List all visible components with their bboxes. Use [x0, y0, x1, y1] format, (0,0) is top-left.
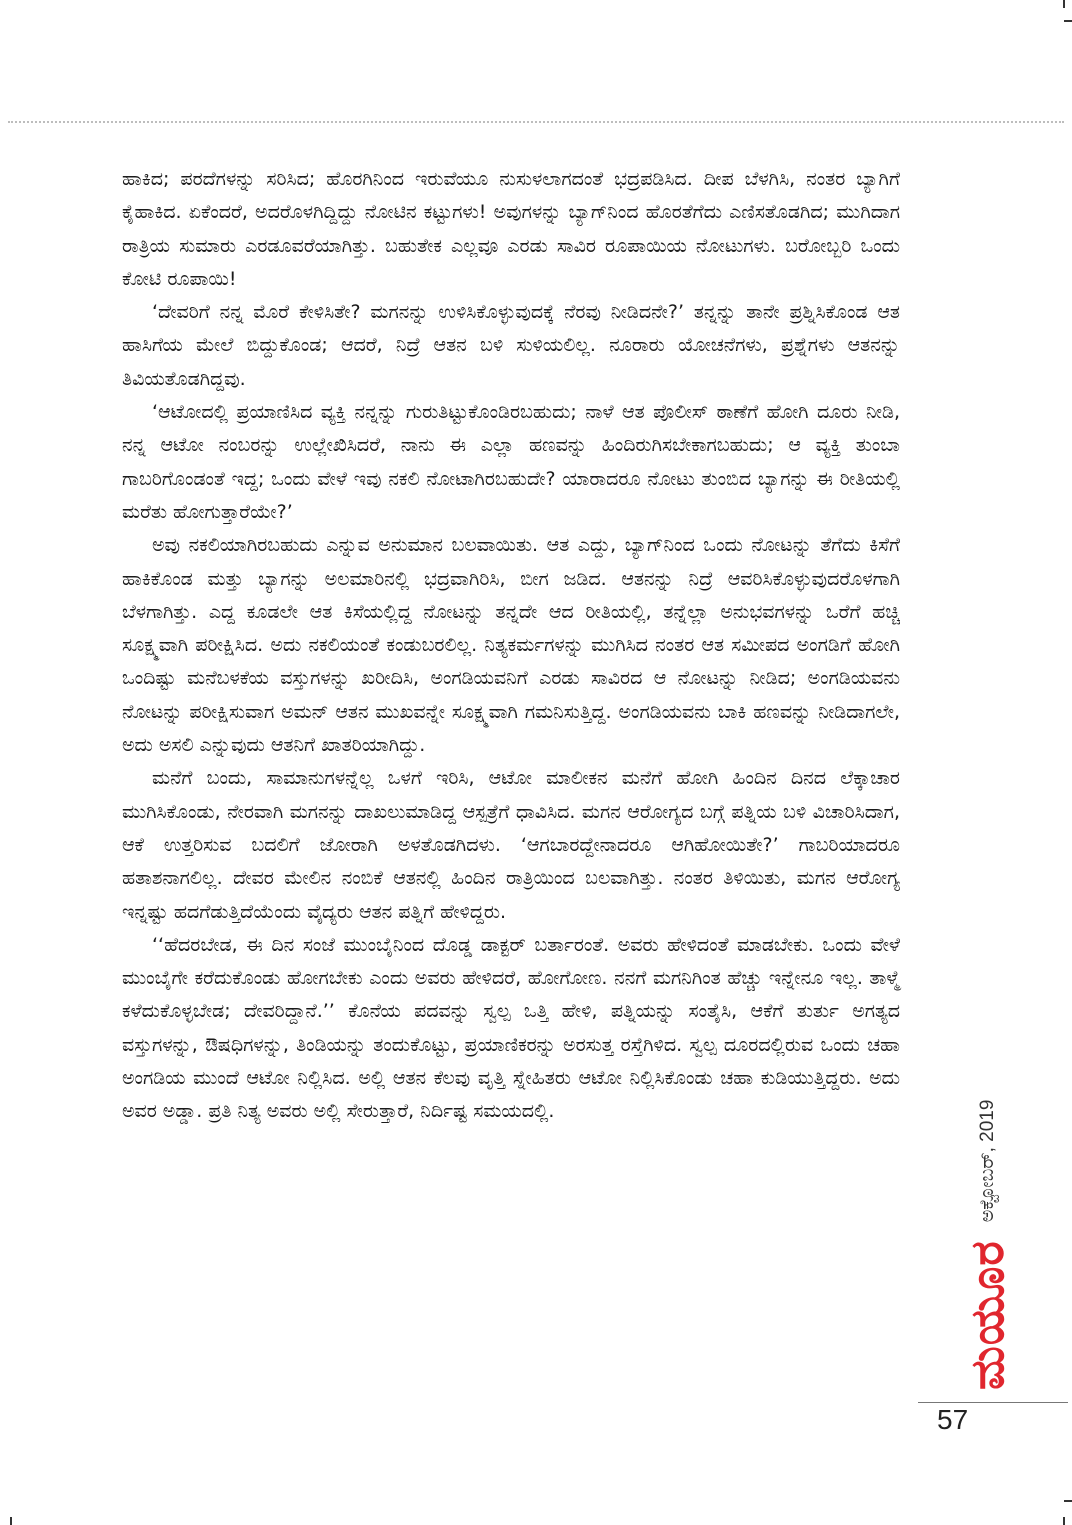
paragraph: ಅವು ನಕಲಿಯಾಗಿರಬಹುದು ಎನ್ನುವ ಅನುಮಾನ ಬಲವಾಯಿತು. ಆತ ಎದ್ದು, ಬ್ಯಾಗ್‌ನಿಂದ ಒಂದು ನೋಟನ್ನು ತೆಗೆದು ಕಿಸೆಗೆ ಹಾಕಿಕೊಂಡ ಮತ್ತು ಬ್ಯಾಗನ್ನು ಅಲಮಾರಿನಲ್ಲಿ ಭದ್ರವಾಗಿರಿಸಿ, ಬೀಗ ಜಡಿದ. ಆತನನ್ನು ನಿದ್ರೆ ಆವರಿಸಿಕೊಳ್ಳುವುದರೊಳಗಾಗಿ ಬೆಳಗಾಗಿತ್ತು. ಎದ್ದ ಕೂಡಲೇ ಆತ ಕಿಸೆಯಲ್ಲಿದ್ದ ನೋಟನ್ನು ತನ್ನದೇ ಆದ ರೀತಿಯಲ್ಲಿ, ತನ್ನೆಲ್ಲಾ ಅನುಭವಗಳನ್ನು ಒರೆಗೆ ಹಚ್ಚಿ ಸೂಕ್ಷ್ಮವಾಗಿ ಪರೀಕ್ಷಿಸಿದ. ಅದು ನಕಲಿಯಂತೆ ಕಂಡುಬರಲಿಲ್ಲ. ನಿತ್ಯಕರ್ಮಗಳನ್ನು ಮುಗಿಸಿದ ನಂತರ ಆತ ಸಮೀಪದ ಅಂಗಡಿಗೆ ಹೋಗಿ ಒಂದಿಷ್ಟು ಮನೆಬಳಕೆಯ ವಸ್ತುಗಳನ್ನು ಖರೀದಿಸಿ, ಅಂಗಡಿಯವನಿಗೆ ಎರಡು ಸಾವಿರದ ಆ ನೋಟನ್ನು ನೀಡಿದ; ಅಂಗಡಿಯವನು ನೋಟನ್ನು ಪರೀಕ್ಷಿಸುವಾಗ ಅಮನ್ ಆತನ ಮುಖವನ್ನೇ ಸೂಕ್ಷ್ಮವಾಗಿ ಗಮನಿಸುತ್ತಿದ್ದ. ಅಂಗಡಿಯವನು ಬಾಕಿ ಹಣವನ್ನು ನೀಡಿದಾಗಲೇ, ಅದು ಅಸಲಿ ಎನ್ನುವುದು ಆತನಿಗೆ ಖಾತರಿಯಾಗಿದ್ದು. [122, 534, 900, 757]
paragraph: ‘ದೇವರಿಗೆ ನನ್ನ ಮೊರೆ ಕೇಳಿಸಿತೇ? ಮಗನನ್ನು ಉಳಿಸಿಕೊಳ್ಳುವುದಕ್ಕೆ ನೆರವು ನೀಡಿದನೇ?’ ತನ್ನನ್ನು ತಾನೇ ಪ್ರಶ್ನಿಸಿಕೊಂಡ ಆತ ಹಾಸಿಗೆಯ ಮೇಲೆ ಬಿದ್ದುಕೊಂಡ; ಆದರೆ, ನಿದ್ರೆ ಆತನ ಬಳಿ ಸುಳಿಯಲಿಲ್ಲ. ನೂರಾರು ಯೋಚನೆಗಳು, ಪ್ರಶ್ನೆಗಳು ಆತನನ್ನು ತಿವಿಯತೊಡಗಿದ್ದವು. [122, 301, 900, 390]
crop-mark-bottom-right-v [1063, 1517, 1065, 1525]
issue-date: ಅಕ್ಟೋಬರ್, 2019 [977, 1099, 998, 1223]
crop-mark-top-right-v [1063, 0, 1065, 8]
crop-mark-bottom-left [10, 1517, 12, 1525]
page-number-rule [918, 1402, 1068, 1403]
paragraph: ‘‘ಹೆದರಬೇಡ, ಈ ದಿನ ಸಂಜೆ ಮುಂಬೈನಿಂದ ದೊಡ್ಡ ಡಾಕ್ಟರ್ ಬರ್ತಾರಂತೆ. ಅವರು ಹೇಳಿದಂತೆ ಮಾಡಬೇಕು. ಒಂದು ವೇಳೆ ಮುಂಬೈಗೇ ಕರೆದುಕೊಂಡು ಹೋಗಬೇಕು ಎಂದು ಅವರು ಹೇಳಿದರೆ, ಹೋಗೋಣ. ನನಗೆ ಮಗನಿಗಿಂತ ಹೆಚ್ಚು ಇನ್ನೇನೂ ಇಲ್ಲ. ತಾಳ್ಮೆ ಕಳೆದುಕೊಳ್ಳಬೇಡ; ದೇವರಿದ್ದಾನೆ.’’ ಕೊನೆಯ ಪದವನ್ನು ಸ್ವಲ್ಪ ಒತ್ತಿ ಹೇಳಿ, ಪತ್ನಿಯನ್ನು ಸಂತೈಸಿ, ಆಕೆಗೆ ತುರ್ತು ಅಗತ್ಯದ ವಸ್ತುಗಳನ್ನು, ಔಷಧಿಗಳನ್ನು, ತಿಂಡಿಯನ್ನು ತಂದುಕೊಟ್ಟು, ಪ್ರಯಾಣಿಕರನ್ನು ಅರಸುತ್ತ ರಸ್ತೆಗಿಳಿದ. ಸ್ವಲ್ಪ ದೂರದಲ್ಲಿರುವ ಒಂದು ಚಹಾ ಅಂಗಡಿಯ ಮುಂದೆ ಆಟೋ ನಿಲ್ಲಿಸಿದ. ಅಲ್ಲಿ ಆತನ ಕೆಲವು ವೃತ್ತಿ ಸ್ನೇಹಿತರು ಆಟೋ ನಿಲ್ಲಿಸಿಕೊಂಡು ಚಹಾ ಕುಡಿಯುತ್ತಿದ್ದರು. ಅದು ಅವರ ಅಡ್ಡಾ. ಪ್ರತಿ ನಿತ್ಯ ಅವರು ಅಲ್ಲಿ ಸೇರುತ್ತಾರೆ, ನಿರ್ದಿಷ್ಟ ಸಮಯದಲ್ಲಿ. [122, 933, 900, 1123]
article-body [122, 163, 900, 1129]
magazine-logo: ಮಯೂರ [960, 1240, 1014, 1390]
crop-mark-top-right-h [1064, 20, 1072, 22]
header-dotted-rule [8, 121, 1064, 123]
crop-mark-bottom-right-h [1064, 1500, 1072, 1502]
paragraph: ‘ಆಟೋದಲ್ಲಿ ಪ್ರಯಾಣಿಸಿದ ವ್ಯಕ್ತಿ ನನ್ನನ್ನು ಗುರುತಿಟ್ಟುಕೊಂಡಿರಬಹುದು; ನಾಳೆ ಆತ ಪೊಲೀಸ್ ಠಾಣೆಗೆ ಹೋಗಿ ದೂರು ನೀಡಿ, ನನ್ನ ಆಟೋ ನಂಬರನ್ನು ಉಲ್ಲೇಖಿಸಿದರೆ, ನಾನು ಈ ಎಲ್ಲಾ ಹಣವನ್ನು ಹಿಂದಿರುಗಿಸಬೇಕಾಗಬಹುದು; ಆ ವ್ಯಕ್ತಿ ತುಂಬಾ ಗಾಬರಿಗೊಂಡಂತೆ ಇದ್ದ; ಒಂದು ವೇಳೆ ಇವು ನಕಲಿ ನೋಟಾಗಿರಬಹುದೇ? ಯಾರಾದರೂ ನೋಟು ತುಂಬಿದ ಬ್ಯಾಗನ್ನು ಈ ರೀತಿಯಲ್ಲಿ ಮರೆತು ಹೋಗುತ್ತಾರೆಯೇ?’ [122, 401, 900, 523]
paragraph: ಹಾಕಿದ; ಪರದೆಗಳನ್ನು ಸರಿಸಿದ; ಹೊರಗಿನಿಂದ ಇರುವೆಯೂ ನುಸುಳಲಾಗದಂತೆ ಭದ್ರಪಡಿಸಿದ. ದೀಪ ಬೆಳಗಿಸಿ, ನಂತರ ಬ್ಯಾಗಿಗೆ ಕೈಹಾಕಿದ. ಏಕೆಂದರೆ, ಅದರೊಳಗಿದ್ದಿದ್ದು ನೋಟಿನ ಕಟ್ಟುಗಳು! ಅವುಗಳನ್ನು ಬ್ಯಾಗ್‌ನಿಂದ ಹೊರತೆಗೆದು ಎಣಿಸತೊಡಗಿದ; ಮುಗಿದಾಗ ರಾತ್ರಿಯ ಸುಮಾರು ಎರಡೂವರೆಯಾಗಿತ್ತು. ಬಹುತೇಕ ಎಲ್ಲವೂ ಎರಡು ಸಾವಿರ ರೂಪಾಯಿಯ ನೋಟುಗಳು. ಬರೋಬ್ಬರಿ ಒಂದು ಕೋಟಿ ರೂಪಾಯಿ! [122, 168, 900, 290]
page-number: 57 [937, 1404, 969, 1435]
magazine-sidebar [960, 1100, 1016, 1390]
paragraph: ಮನೆಗೆ ಬಂದು, ಸಾಮಾನುಗಳನ್ನೆಲ್ಲ ಒಳಗೆ ಇರಿಸಿ, ಆಟೋ ಮಾಲೀಕನ ಮನೆಗೆ ಹೋಗಿ ಹಿಂದಿನ ದಿನದ ಲೆಕ್ಕಾಚಾರ ಮುಗಿಸಿಕೊಂಡು, ನೇರವಾಗಿ ಮಗನನ್ನು ದಾಖಲುಮಾಡಿದ್ದ ಆಸ್ಪತ್ರೆಗೆ ಧಾವಿಸಿದ. ಮಗನ ಆರೋಗ್ಯದ ಬಗ್ಗೆ ಪತ್ನಿಯ ಬಳಿ ವಿಚಾರಿಸಿದಾಗ, ಆಕೆ ಉತ್ತರಿಸುವ ಬದಲಿಗೆ ಜೋರಾಗಿ ಅಳತೊಡಗಿದಳು. ‘ಆಗಬಾರದ್ದೇನಾದರೂ ಆಗಿಹೋಯಿತೇ?’ ಗಾಬರಿಯಾದರೂ ಹತಾಶನಾಗಲಿಲ್ಲ. ದೇವರ ಮೇಲಿನ ನಂಬಿಕೆ ಆತನಲ್ಲಿ ಹಿಂದಿನ ರಾತ್ರಿಯಿಂದ ಬಲವಾಗಿತ್ತು. ನಂತರ ತಿಳಿಯಿತು, ಮಗನ ಆರೋಗ್ಯ ಇನ್ನಷ್ಟು ಹದಗೆಡುತ್ತಿದೆಯೆಂದು ವೈದ್ಯರು ಆತನ ಪತ್ನಿಗೆ ಹೇಳಿದ್ದರು. [122, 767, 900, 923]
